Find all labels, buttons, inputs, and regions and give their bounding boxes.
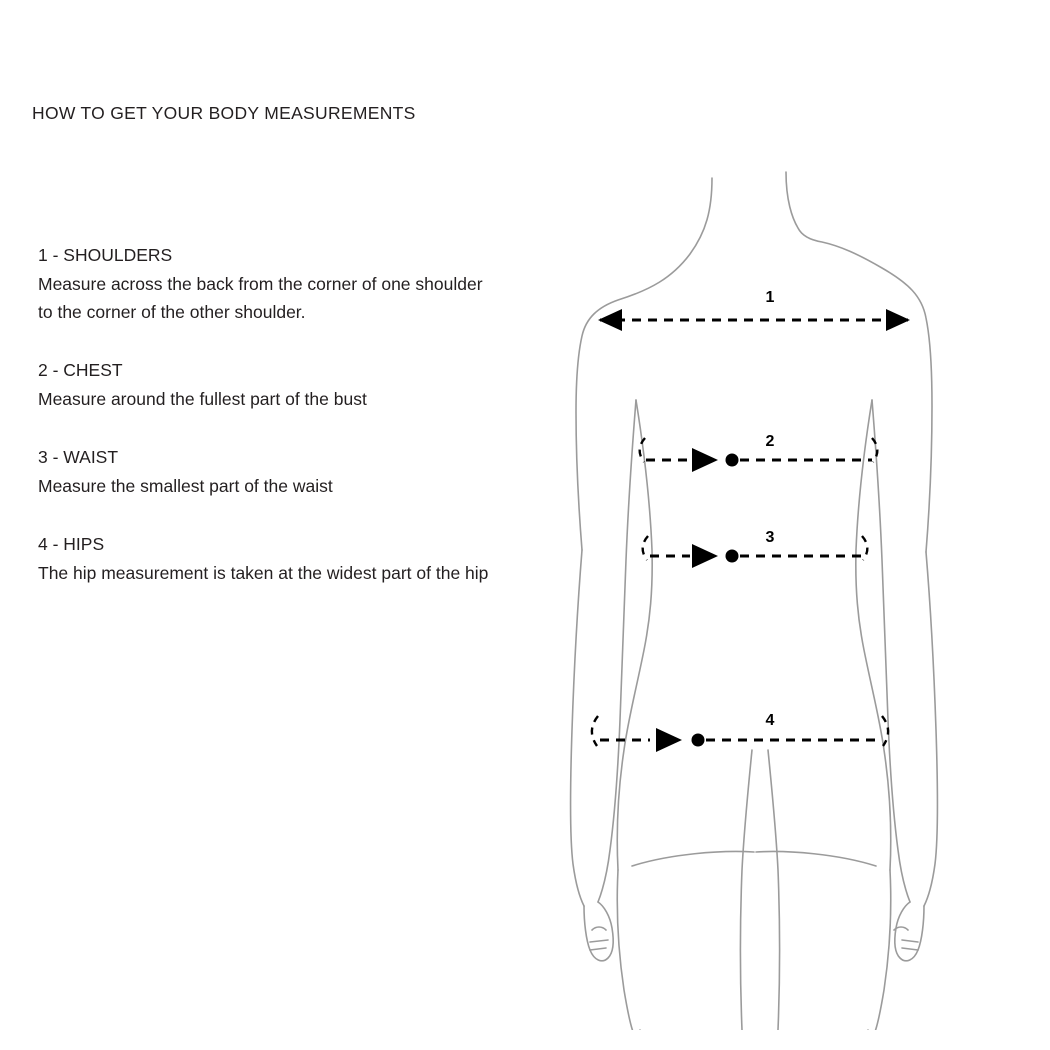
steps-list <box>38 243 508 614</box>
measurement-label-1: 1 <box>765 289 775 306</box>
step-shoulders-heading: 1 - SHOULDERS <box>38 245 173 265</box>
measurement-label-2: 2 <box>765 433 775 450</box>
step-chest-heading: 2 - CHEST <box>38 360 123 380</box>
measurement-label-3: 3 <box>765 529 775 546</box>
step-shoulders-description: Measure across the back from the corner of one shoulder to the corner of the other shoulder. <box>38 274 483 322</box>
step-chest-description: Measure around the fullest part of the bust <box>38 389 367 409</box>
page-title: HOW TO GET YOUR BODY MEASUREMENTS <box>32 103 416 123</box>
step-waist-heading: 3 - WAIST <box>38 447 119 467</box>
body-diagram <box>540 150 1010 1030</box>
measurement-label-4: 4 <box>765 712 775 729</box>
step-chest <box>38 358 508 413</box>
measurement-arrow-chest <box>640 433 878 472</box>
step-hips-heading: 4 - HIPS <box>38 534 105 554</box>
step-hips <box>38 532 508 587</box>
measurement-arrow-hips <box>592 712 888 752</box>
step-hips-description: The hip measurement is taken at the widest part of the hip <box>38 563 489 583</box>
measurement-arrow-shoulders <box>598 289 910 331</box>
step-shoulders <box>38 243 508 326</box>
step-waist <box>38 445 508 500</box>
step-waist-description: Measure the smallest part of the waist <box>38 476 333 496</box>
measurement-arrow-waist <box>643 529 868 568</box>
body-outline-icon <box>571 172 938 1030</box>
